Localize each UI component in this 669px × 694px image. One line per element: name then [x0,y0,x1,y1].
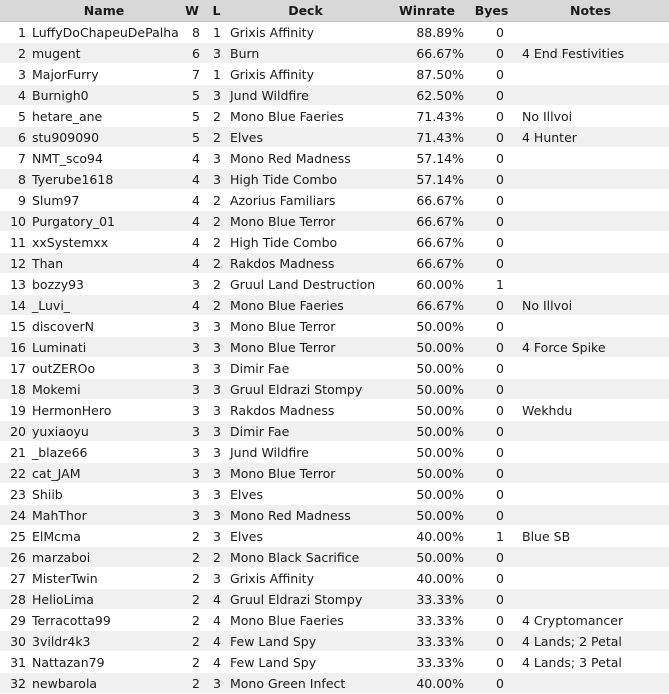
cell-winrate: 40.00% [383,568,471,589]
cell-deck: Rakdos Madness [228,253,383,274]
cell-player-name: hetare_ane [29,106,179,127]
cell-wins: 4 [179,190,205,211]
cell-byes: 0 [471,442,512,463]
cell-winrate: 33.33% [383,610,471,631]
cell-wins: 4 [179,211,205,232]
cell-losses: 3 [205,568,228,589]
cell-losses: 3 [205,85,228,106]
cell-player-name: mugent [29,43,179,64]
cell-rank: 28 [0,589,29,610]
cell-byes: 0 [471,232,512,253]
cell-winrate: 50.00% [383,505,471,526]
cell-notes [512,547,669,568]
cell-rank: 1 [0,22,29,43]
cell-losses: 3 [205,673,228,694]
cell-player-name: xxSystemxx [29,232,179,253]
cell-deck: Mono Blue Faeries [228,106,383,127]
cell-wins: 3 [179,400,205,421]
cell-wins: 3 [179,274,205,295]
table-row [0,463,669,484]
cell-notes: 4 Hunter [512,127,669,148]
cell-wins: 4 [179,253,205,274]
cell-byes: 1 [471,274,512,295]
table-row [0,232,669,253]
cell-wins: 2 [179,547,205,568]
cell-player-name: Than [29,253,179,274]
cell-byes: 0 [471,211,512,232]
cell-losses: 3 [205,400,228,421]
cell-player-name: Luminati [29,337,179,358]
cell-notes [512,22,669,43]
cell-wins: 3 [179,316,205,337]
cell-rank: 29 [0,610,29,631]
cell-player-name: NMT_sco94 [29,148,179,169]
cell-deck: Burn [228,43,383,64]
cell-wins: 4 [179,169,205,190]
cell-losses: 3 [205,148,228,169]
cell-player-name: MahThor [29,505,179,526]
cell-losses: 2 [205,295,228,316]
table-row [0,568,669,589]
cell-byes: 0 [471,316,512,337]
cell-player-name: Terracotta99 [29,610,179,631]
cell-winrate: 33.33% [383,652,471,673]
cell-losses: 3 [205,316,228,337]
cell-player-name: LuffyDoChapeuDePalha [29,22,179,43]
table-row [0,484,669,505]
cell-wins: 2 [179,589,205,610]
cell-player-name: Burnigh0 [29,85,179,106]
cell-wins: 3 [179,442,205,463]
cell-wins: 5 [179,85,205,106]
cell-player-name: MajorFurry [29,64,179,85]
cell-losses: 4 [205,631,228,652]
cell-player-name: ElMcma [29,526,179,547]
cell-byes: 0 [471,400,512,421]
cell-player-name: stu909090 [29,127,179,148]
cell-winrate: 50.00% [383,547,471,568]
cell-winrate: 57.14% [383,169,471,190]
cell-deck: Dimir Fae [228,421,383,442]
cell-losses: 4 [205,589,228,610]
cell-notes [512,463,669,484]
cell-player-name: Mokemi [29,379,179,400]
table-row [0,43,669,64]
cell-player-name: MisterTwin [29,568,179,589]
cell-winrate: 50.00% [383,400,471,421]
cell-rank: 27 [0,568,29,589]
cell-byes: 0 [471,64,512,85]
header-losses: L [205,0,228,22]
cell-winrate: 50.00% [383,442,471,463]
cell-player-name: cat_JAM [29,463,179,484]
header-notes: Notes [512,0,669,22]
cell-notes [512,568,669,589]
cell-winrate: 50.00% [383,463,471,484]
cell-rank: 7 [0,148,29,169]
cell-winrate: 50.00% [383,484,471,505]
cell-winrate: 66.67% [383,43,471,64]
cell-rank: 13 [0,274,29,295]
cell-notes [512,274,669,295]
cell-player-name: discoverN [29,316,179,337]
cell-losses: 4 [205,610,228,631]
table-row [0,442,669,463]
cell-rank: 25 [0,526,29,547]
header-rank [0,0,29,22]
cell-wins: 4 [179,232,205,253]
cell-wins: 3 [179,463,205,484]
cell-rank: 22 [0,463,29,484]
cell-byes: 0 [471,43,512,64]
cell-losses: 4 [205,652,228,673]
header-row [0,0,669,22]
cell-deck: Mono Blue Terror [228,316,383,337]
cell-wins: 3 [179,421,205,442]
cell-losses: 2 [205,211,228,232]
cell-winrate: 40.00% [383,526,471,547]
cell-losses: 2 [205,127,228,148]
cell-player-name: _Luvi_ [29,295,179,316]
cell-byes: 0 [471,589,512,610]
cell-deck: Few Land Spy [228,652,383,673]
cell-player-name: _blaze66 [29,442,179,463]
cell-losses: 3 [205,463,228,484]
cell-deck: Mono Red Madness [228,148,383,169]
cell-byes: 0 [471,547,512,568]
cell-losses: 2 [205,106,228,127]
cell-deck: Mono Red Madness [228,505,383,526]
cell-byes: 0 [471,421,512,442]
cell-losses: 3 [205,421,228,442]
cell-wins: 3 [179,358,205,379]
cell-deck: High Tide Combo [228,232,383,253]
cell-winrate: 40.00% [383,673,471,694]
cell-byes: 0 [471,127,512,148]
table-row [0,85,669,106]
cell-losses: 3 [205,526,228,547]
table-body [0,22,669,694]
table-row [0,127,669,148]
table-row [0,190,669,211]
table-row [0,526,669,547]
cell-losses: 3 [205,484,228,505]
cell-winrate: 66.67% [383,253,471,274]
cell-winrate: 71.43% [383,127,471,148]
cell-losses: 3 [205,358,228,379]
cell-losses: 2 [205,190,228,211]
table-row [0,211,669,232]
cell-byes: 0 [471,463,512,484]
cell-rank: 19 [0,400,29,421]
cell-notes [512,358,669,379]
cell-notes [512,316,669,337]
cell-deck: Jund Wildfire [228,85,383,106]
table-row [0,589,669,610]
cell-notes: 4 Force Spike [512,337,669,358]
cell-byes: 0 [471,85,512,106]
table-row [0,295,669,316]
cell-deck: Mono Black Sacrifice [228,547,383,568]
cell-notes [512,505,669,526]
cell-wins: 8 [179,22,205,43]
cell-deck: High Tide Combo [228,169,383,190]
table-row [0,673,669,694]
table-row [0,505,669,526]
table-row [0,610,669,631]
table-row [0,379,669,400]
cell-byes: 0 [471,253,512,274]
cell-deck: Rakdos Madness [228,400,383,421]
cell-byes: 1 [471,526,512,547]
cell-rank: 17 [0,358,29,379]
cell-byes: 0 [471,190,512,211]
table-row [0,22,669,43]
cell-player-name: marzaboi [29,547,179,568]
table-row [0,631,669,652]
cell-byes: 0 [471,631,512,652]
table-row [0,421,669,442]
cell-deck: Mono Blue Terror [228,463,383,484]
cell-wins: 5 [179,106,205,127]
header-wins: W [179,0,205,22]
cell-winrate: 50.00% [383,337,471,358]
cell-wins: 7 [179,64,205,85]
cell-deck: Gruul Eldrazi Stompy [228,379,383,400]
table-row [0,253,669,274]
cell-notes [512,148,669,169]
cell-notes [512,673,669,694]
cell-byes: 0 [471,337,512,358]
cell-player-name: HermonHero [29,400,179,421]
cell-player-name: newbarola [29,673,179,694]
cell-winrate: 71.43% [383,106,471,127]
cell-notes [512,589,669,610]
cell-rank: 12 [0,253,29,274]
cell-notes: 4 Lands; 3 Petal [512,652,669,673]
cell-notes: Wekhdu [512,400,669,421]
cell-player-name: Tyerube1618 [29,169,179,190]
header-deck: Deck [228,0,383,22]
cell-notes: Blue SB [512,526,669,547]
cell-deck: Azorius Familiars [228,190,383,211]
cell-rank: 18 [0,379,29,400]
cell-notes [512,421,669,442]
cell-notes [512,253,669,274]
table-row [0,652,669,673]
table-header [0,0,669,22]
cell-byes: 0 [471,148,512,169]
cell-winrate: 50.00% [383,379,471,400]
cell-winrate: 87.50% [383,64,471,85]
cell-rank: 4 [0,85,29,106]
cell-wins: 2 [179,673,205,694]
cell-deck: Jund Wildfire [228,442,383,463]
cell-winrate: 66.67% [383,232,471,253]
cell-wins: 2 [179,652,205,673]
header-byes: Byes [471,0,512,22]
cell-notes [512,85,669,106]
cell-wins: 3 [179,505,205,526]
cell-player-name: outZEROo [29,358,179,379]
cell-notes [512,169,669,190]
cell-wins: 2 [179,610,205,631]
cell-losses: 1 [205,64,228,85]
cell-notes: 4 Cryptomancer [512,610,669,631]
cell-notes: 4 End Festivities [512,43,669,64]
cell-deck: Grixis Affinity [228,568,383,589]
cell-deck: Mono Blue Faeries [228,610,383,631]
cell-rank: 11 [0,232,29,253]
cell-rank: 10 [0,211,29,232]
table-row [0,148,669,169]
cell-losses: 3 [205,43,228,64]
cell-winrate: 88.89% [383,22,471,43]
cell-losses: 3 [205,379,228,400]
cell-byes: 0 [471,379,512,400]
cell-winrate: 50.00% [383,358,471,379]
cell-byes: 0 [471,22,512,43]
cell-player-name: Nattazan79 [29,652,179,673]
cell-rank: 3 [0,64,29,85]
cell-winrate: 66.67% [383,295,471,316]
cell-rank: 9 [0,190,29,211]
cell-notes [512,190,669,211]
cell-player-name: Purgatory_01 [29,211,179,232]
cell-wins: 2 [179,568,205,589]
cell-player-name: yuxiaoyu [29,421,179,442]
cell-notes: No Illvoi [512,106,669,127]
cell-player-name: 3vildr4k3 [29,631,179,652]
cell-notes [512,442,669,463]
cell-winrate: 66.67% [383,190,471,211]
cell-rank: 15 [0,316,29,337]
cell-winrate: 66.67% [383,211,471,232]
cell-losses: 2 [205,547,228,568]
cell-notes [512,211,669,232]
table-row [0,169,669,190]
cell-deck: Elves [228,127,383,148]
table-row [0,274,669,295]
table-row [0,400,669,421]
cell-byes: 0 [471,673,512,694]
cell-rank: 32 [0,673,29,694]
cell-rank: 5 [0,106,29,127]
cell-rank: 8 [0,169,29,190]
cell-byes: 0 [471,106,512,127]
cell-winrate: 57.14% [383,148,471,169]
cell-wins: 3 [179,379,205,400]
cell-losses: 3 [205,442,228,463]
cell-losses: 3 [205,337,228,358]
table-row [0,106,669,127]
cell-player-name: HelioLima [29,589,179,610]
cell-deck: Elves [228,484,383,505]
table-row [0,358,669,379]
cell-wins: 4 [179,295,205,316]
cell-wins: 3 [179,337,205,358]
cell-losses: 1 [205,22,228,43]
cell-winrate: 60.00% [383,274,471,295]
cell-losses: 3 [205,505,228,526]
cell-player-name: Slum97 [29,190,179,211]
cell-player-name: Shiib [29,484,179,505]
cell-notes: No Illvoi [512,295,669,316]
cell-rank: 26 [0,547,29,568]
table-row [0,337,669,358]
cell-notes [512,64,669,85]
cell-deck: Mono Blue Terror [228,337,383,358]
cell-player-name: bozzy93 [29,274,179,295]
cell-notes: 4 Lands; 2 Petal [512,631,669,652]
cell-byes: 0 [471,169,512,190]
table-row [0,64,669,85]
cell-wins: 5 [179,127,205,148]
cell-rank: 2 [0,43,29,64]
cell-deck: Dimir Fae [228,358,383,379]
cell-notes [512,379,669,400]
cell-winrate: 33.33% [383,589,471,610]
cell-winrate: 50.00% [383,316,471,337]
cell-wins: 4 [179,148,205,169]
cell-rank: 14 [0,295,29,316]
cell-winrate: 50.00% [383,421,471,442]
cell-rank: 6 [0,127,29,148]
cell-rank: 30 [0,631,29,652]
cell-notes [512,232,669,253]
cell-byes: 0 [471,484,512,505]
cell-rank: 21 [0,442,29,463]
cell-rank: 31 [0,652,29,673]
cell-rank: 20 [0,421,29,442]
cell-wins: 3 [179,484,205,505]
cell-deck: Mono Blue Terror [228,211,383,232]
header-name: Name [29,0,179,22]
cell-byes: 0 [471,652,512,673]
cell-byes: 0 [471,505,512,526]
header-winrate: Winrate [383,0,471,22]
cell-deck: Grixis Affinity [228,64,383,85]
cell-byes: 0 [471,358,512,379]
cell-byes: 0 [471,295,512,316]
cell-deck: Few Land Spy [228,631,383,652]
cell-losses: 3 [205,169,228,190]
cell-rank: 24 [0,505,29,526]
cell-byes: 0 [471,568,512,589]
cell-deck: Gruul Land Destruction [228,274,383,295]
cell-wins: 6 [179,43,205,64]
cell-losses: 2 [205,274,228,295]
cell-losses: 2 [205,232,228,253]
cell-wins: 2 [179,526,205,547]
cell-rank: 16 [0,337,29,358]
table-row [0,316,669,337]
cell-deck: Elves [228,526,383,547]
cell-losses: 2 [205,253,228,274]
cell-wins: 2 [179,631,205,652]
cell-deck: Mono Green Infect [228,673,383,694]
cell-byes: 0 [471,610,512,631]
cell-winrate: 62.50% [383,85,471,106]
cell-deck: Grixis Affinity [228,22,383,43]
cell-deck: Mono Blue Faeries [228,295,383,316]
cell-rank: 23 [0,484,29,505]
cell-winrate: 33.33% [383,631,471,652]
cell-deck: Gruul Eldrazi Stompy [228,589,383,610]
table-row [0,547,669,568]
cell-notes [512,484,669,505]
